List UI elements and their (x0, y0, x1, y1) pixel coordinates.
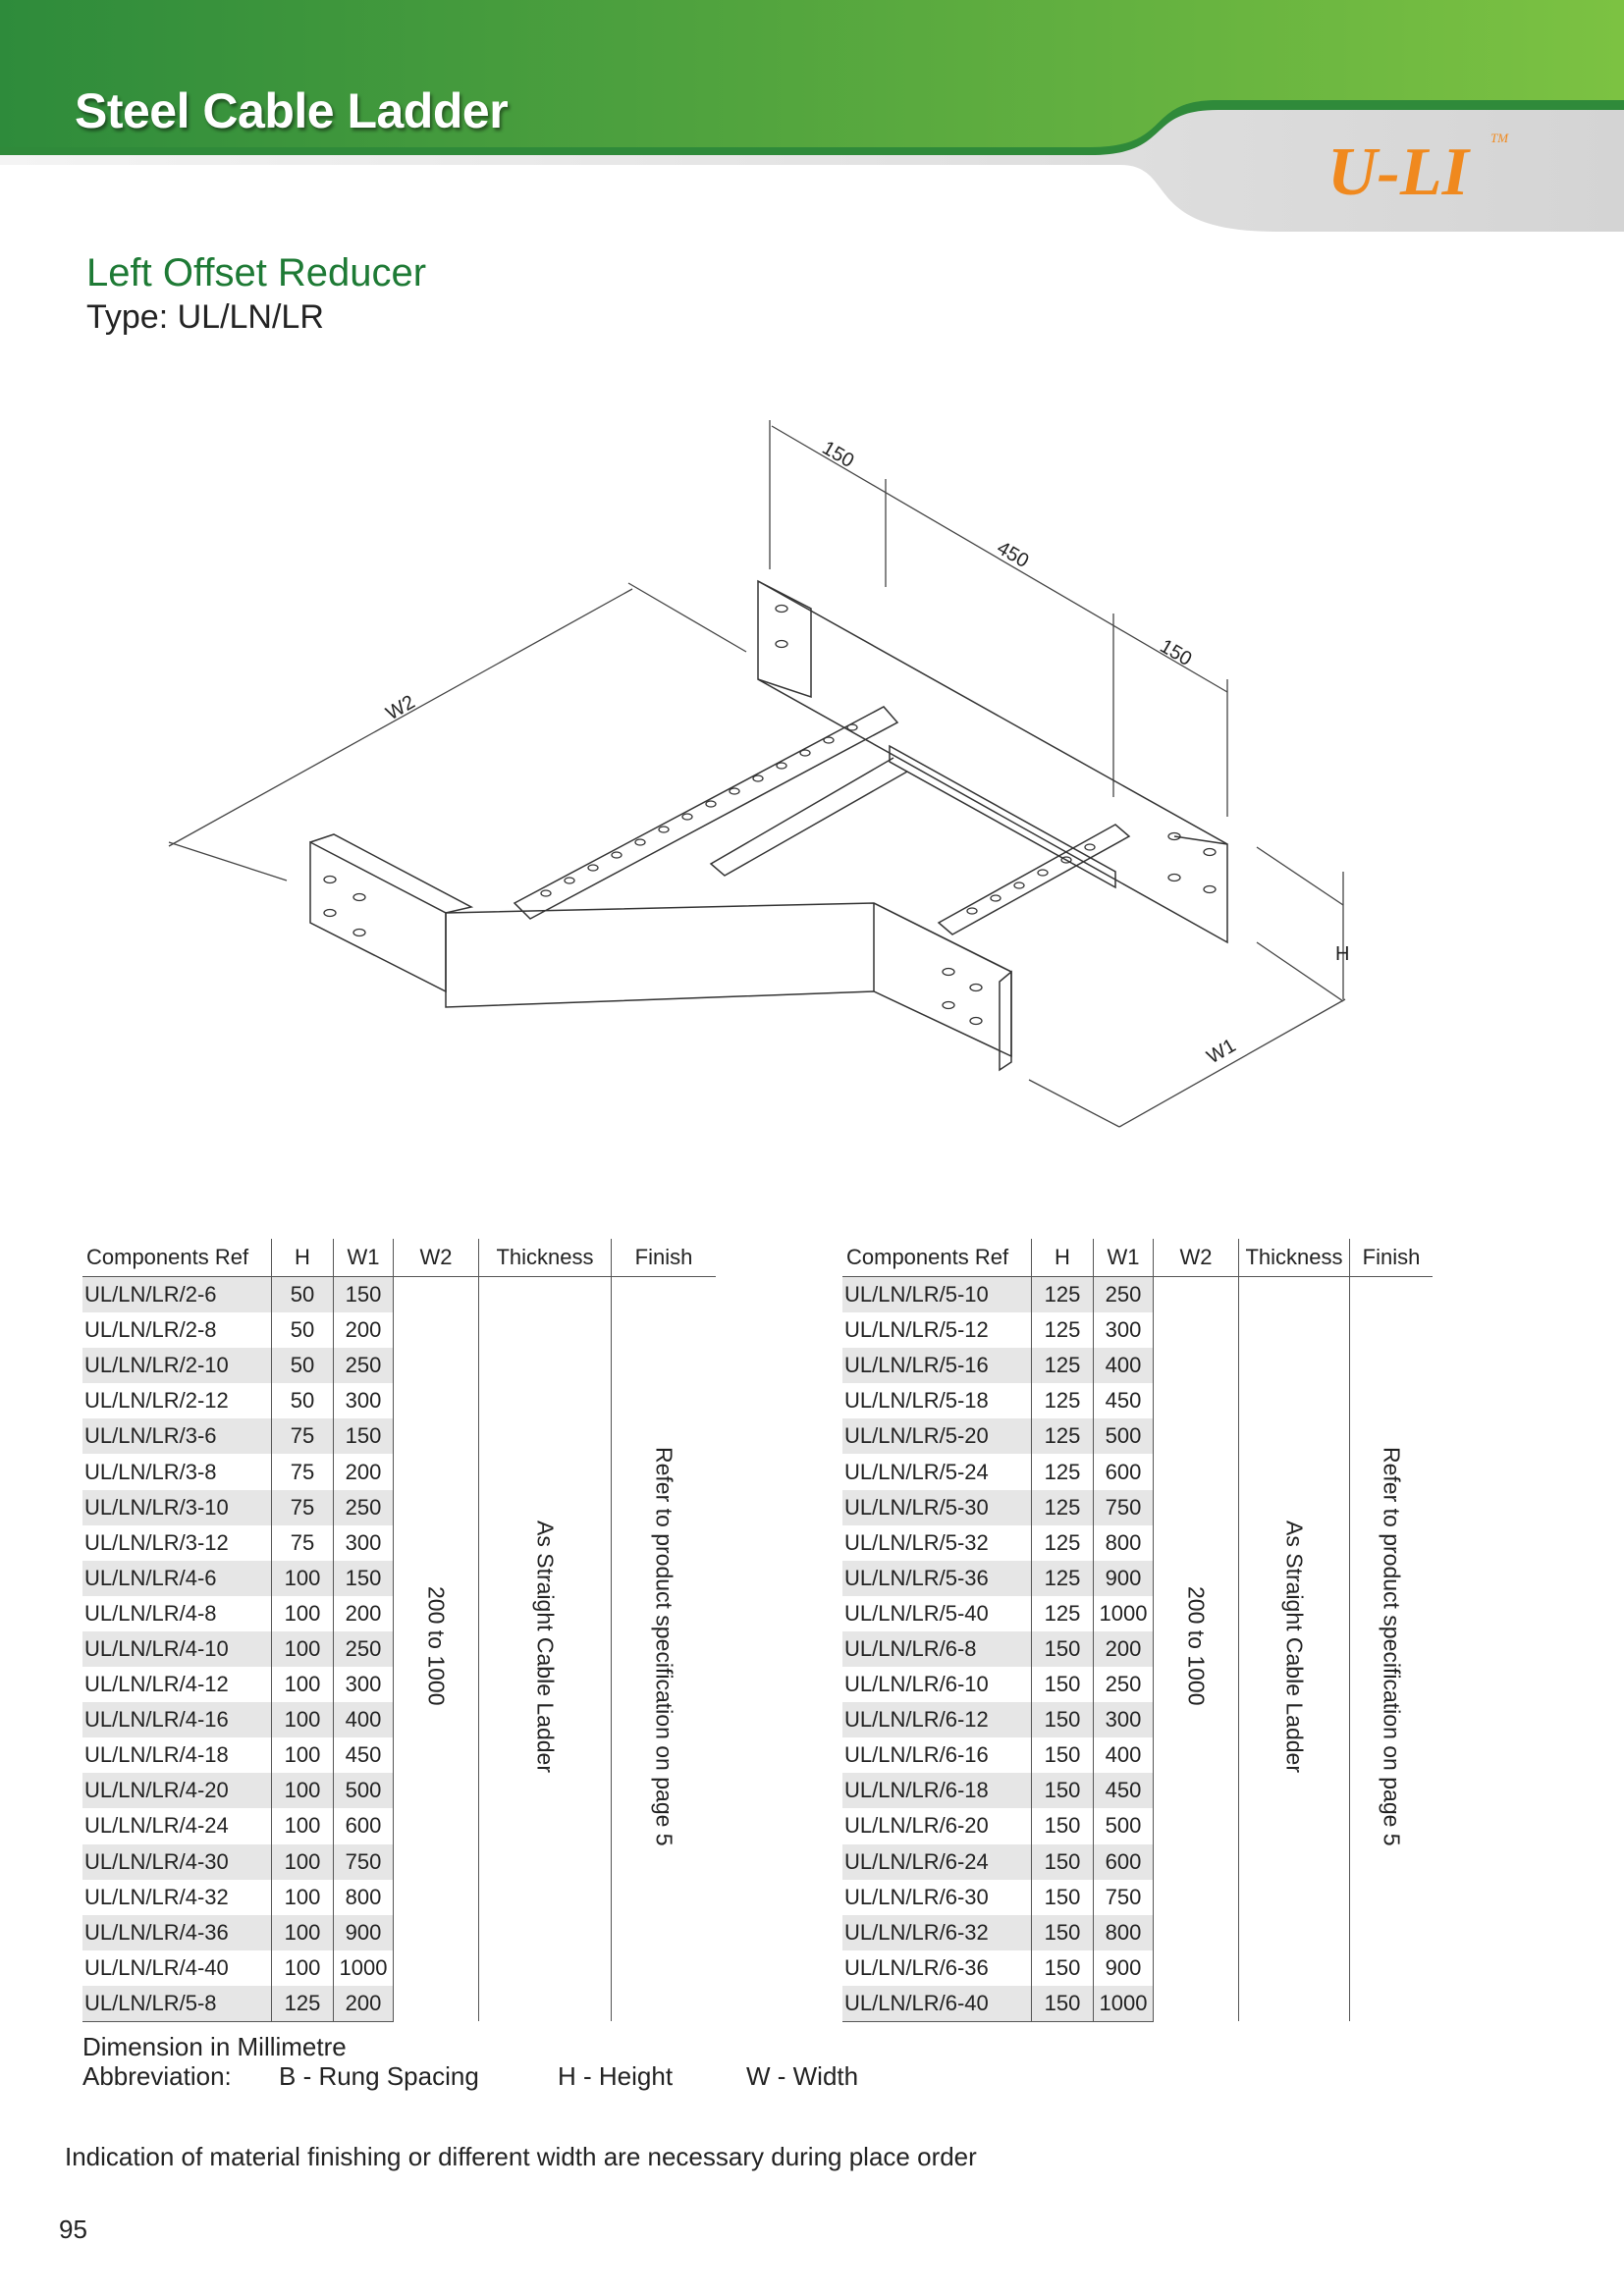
cell-height: 125 (1032, 1348, 1094, 1383)
cell-height: 150 (1032, 1880, 1094, 1915)
col-header-w2: W2 (1154, 1239, 1239, 1277)
cell-component-ref: UL/LN/LR/4-32 (84, 1884, 229, 1909)
cell-height: 100 (272, 1808, 334, 1843)
cell-component-ref: UL/LN/LR/4-30 (82, 1844, 272, 1880)
cell-height: 125 (1032, 1490, 1094, 1525)
cell-width-w1: 450 (334, 1737, 394, 1773)
cell-component-ref: UL/LN/LR/6-18 (842, 1773, 1032, 1808)
cell-height: 150 (1032, 1773, 1094, 1808)
cell-width-w1: 750 (1094, 1880, 1154, 1915)
cell-finish (612, 1277, 717, 2022)
page-number: 95 (59, 2215, 87, 2244)
cell-component-ref: UL/LN/LR/6-40 (842, 1986, 1032, 2022)
cell-component-ref: UL/LN/LR/4-12 (84, 1672, 229, 1697)
offset-reducer-drawing (157, 393, 1394, 1178)
cell-height: 75 (272, 1525, 334, 1561)
cell-height: 50 (272, 1277, 334, 1313)
cell-width-w1: 1000 (1094, 1986, 1154, 2022)
cell-component-ref: UL/LN/LR/3-10 (82, 1490, 272, 1525)
cell-width-w1: 500 (1094, 1418, 1154, 1454)
dim-label-h: H (1335, 943, 1350, 965)
header-banner (0, 0, 1624, 236)
technical-drawing (157, 393, 1394, 1178)
slot-holes (324, 606, 1216, 1025)
cell-component-ref: UL/LN/LR/4-20 (82, 1773, 272, 1808)
cell-component-ref: UL/LN/LR/4-24 (84, 1813, 229, 1839)
cell-width-w1: 300 (334, 1667, 394, 1702)
cell-height: 150 (1032, 1915, 1094, 1950)
cell-thickness-text: As Straight Cable Ladder (1281, 1520, 1308, 1773)
cell-width-w1: 200 (334, 1986, 394, 2022)
left-ladder-section (310, 707, 1011, 1070)
table-row (82, 1277, 716, 1313)
cell-height: 150 (1032, 1808, 1094, 1843)
cell-component-ref: UL/LN/LR/6-24 (842, 1844, 1032, 1880)
col-header-h: H (272, 1239, 334, 1277)
cell-height: 100 (272, 1950, 334, 1986)
cell-height: 125 (272, 1986, 334, 2022)
col-header-finish: Finish (612, 1239, 717, 1277)
cell-height: 100 (272, 1596, 334, 1631)
cell-component-ref: UL/LN/LR/3-8 (84, 1459, 217, 1484)
cell-component-ref: UL/LN/LR/6-12 (842, 1702, 1032, 1737)
cell-finish-text: Refer to product specification on page 5 (1379, 1446, 1405, 1846)
cell-height: 150 (1032, 1844, 1094, 1880)
cell-width-w1: 900 (1094, 1561, 1154, 1596)
cell-width-w1: 250 (334, 1631, 394, 1667)
col-header-ref: Components Ref (82, 1239, 272, 1277)
cell-height: 125 (1032, 1418, 1094, 1454)
dim-label-top-right: 150 (1156, 635, 1196, 671)
cell-width-w1: 150 (334, 1418, 394, 1454)
cell-width-w1: 400 (334, 1702, 394, 1737)
cell-width-w1: 450 (1094, 1773, 1154, 1808)
col-header-finish: Finish (1350, 1239, 1434, 1277)
table-header-row (82, 1239, 716, 1277)
cell-component-ref: UL/LN/LR/6-36 (844, 1954, 989, 1980)
cell-component-ref: UL/LN/LR/4-18 (84, 1742, 229, 1768)
cell-w2-range-text: 200 to 1000 (423, 1586, 450, 1706)
cell-component-ref: UL/LN/LR/3-12 (84, 1529, 229, 1555)
col-header-w1: W1 (1094, 1239, 1154, 1277)
cell-height: 100 (272, 1702, 334, 1737)
cell-height: 125 (1032, 1277, 1094, 1313)
brand-logo: U-LI (1327, 134, 1469, 210)
abbreviation-b: B - Rung Spacing (279, 2061, 479, 2091)
cell-component-ref: UL/LN/LR/3-6 (82, 1418, 272, 1454)
cell-component-ref: UL/LN/LR/6-20 (844, 1813, 989, 1839)
cell-w2-range-text: 200 to 1000 (1183, 1586, 1210, 1706)
cell-finish (1350, 1277, 1434, 2022)
cell-width-w1: 1000 (334, 1950, 394, 1986)
cell-width-w1: 300 (334, 1383, 394, 1418)
cell-width-w1: 300 (334, 1525, 394, 1561)
cell-width-w1: 300 (1094, 1702, 1154, 1737)
cell-width-w1: 800 (334, 1880, 394, 1915)
col-header-ref: Components Ref (842, 1239, 1032, 1277)
cell-height: 100 (272, 1880, 334, 1915)
cell-height: 125 (1032, 1383, 1094, 1418)
cell-width-w1: 150 (334, 1561, 394, 1596)
cell-component-ref: UL/LN/LR/4-10 (82, 1631, 272, 1667)
cell-height: 125 (1032, 1525, 1094, 1561)
cell-width-w1: 1000 (1094, 1596, 1154, 1631)
cell-component-ref: UL/LN/LR/5-12 (844, 1317, 989, 1343)
spec-table-right (842, 1239, 1433, 2022)
cell-component-ref: UL/LN/LR/5-18 (844, 1388, 989, 1414)
cell-height: 75 (272, 1454, 334, 1489)
cell-width-w1: 600 (1094, 1454, 1154, 1489)
cell-width-w1: 150 (334, 1277, 394, 1313)
cell-component-ref: UL/LN/LR/5-10 (842, 1277, 1032, 1313)
cell-w2-range (1154, 1277, 1239, 2022)
cell-component-ref: UL/LN/LR/4-16 (82, 1702, 272, 1737)
cell-width-w1: 900 (334, 1915, 394, 1950)
dimension-note: Dimension in Millimetre (82, 2032, 347, 2061)
right-ladder-section (711, 581, 1227, 942)
cell-component-ref: UL/LN/LR/2-8 (84, 1317, 217, 1343)
cell-width-w1: 250 (1094, 1277, 1154, 1313)
cell-width-w1: 200 (334, 1454, 394, 1489)
cell-thickness (479, 1277, 612, 2022)
banner-title: Steel Cable Ladder (75, 83, 509, 138)
cell-height: 150 (1032, 1986, 1094, 2022)
cell-height: 100 (272, 1915, 334, 1950)
col-header-h: H (1032, 1239, 1094, 1277)
col-header-thickness: Thickness (479, 1239, 612, 1277)
cell-height: 50 (272, 1312, 334, 1348)
trademark-mark: TM (1490, 131, 1509, 145)
cell-height: 50 (272, 1383, 334, 1418)
product-type: Type: UL/LN/LR (86, 298, 324, 336)
cell-height: 100 (272, 1667, 334, 1702)
cell-width-w1: 750 (1094, 1490, 1154, 1525)
cell-height: 75 (272, 1490, 334, 1525)
cell-width-w1: 450 (1094, 1383, 1154, 1418)
cell-component-ref: UL/LN/LR/5-24 (844, 1459, 989, 1484)
cell-component-ref: UL/LN/LR/2-10 (82, 1348, 272, 1383)
cell-component-ref: UL/LN/LR/2-12 (84, 1388, 229, 1414)
cell-width-w1: 800 (1094, 1525, 1154, 1561)
cell-component-ref: UL/LN/LR/4-6 (82, 1561, 272, 1596)
cell-width-w1: 600 (334, 1808, 394, 1843)
cell-width-w1: 250 (334, 1490, 394, 1525)
cell-width-w1: 500 (334, 1773, 394, 1808)
cell-height: 150 (1032, 1667, 1094, 1702)
cell-height: 125 (1032, 1312, 1094, 1348)
cell-component-ref: UL/LN/LR/5-40 (844, 1600, 989, 1626)
cell-height: 150 (1032, 1737, 1094, 1773)
dim-label-middle: 450 (993, 537, 1033, 573)
cell-finish-text: Refer to product specification on page 5 (651, 1446, 677, 1846)
col-header-thickness: Thickness (1239, 1239, 1350, 1277)
cell-component-ref: UL/LN/LR/6-16 (844, 1742, 989, 1768)
cell-component-ref: UL/LN/LR/6-10 (844, 1672, 989, 1697)
product-title: Left Offset Reducer (86, 251, 427, 294)
cell-width-w1: 400 (1094, 1737, 1154, 1773)
cell-component-ref: UL/LN/LR/4-36 (82, 1915, 272, 1950)
cell-component-ref: UL/LN/LR/4-40 (84, 1954, 229, 1980)
abbreviation-h: H - Height (558, 2061, 674, 2091)
spec-table-left (82, 1239, 716, 2022)
table-row (842, 1277, 1433, 1313)
dim-label-top-left: 150 (818, 437, 858, 473)
cell-height: 100 (272, 1737, 334, 1773)
cell-width-w1: 300 (1094, 1312, 1154, 1348)
cell-component-ref: UL/LN/LR/2-6 (82, 1277, 272, 1313)
cell-thickness-text: As Straight Cable Ladder (532, 1520, 559, 1773)
abbreviation-label: Abbreviation: (82, 2061, 232, 2091)
cell-height: 150 (1032, 1950, 1094, 1986)
cell-height: 150 (1032, 1702, 1094, 1737)
cell-height: 75 (272, 1418, 334, 1454)
dim-label-w1: W1 (1203, 1035, 1240, 1069)
cell-component-ref: UL/LN/LR/5-36 (842, 1561, 1032, 1596)
cell-height: 100 (272, 1844, 334, 1880)
cell-component-ref: UL/LN/LR/6-8 (842, 1631, 1032, 1667)
cell-height: 125 (1032, 1454, 1094, 1489)
cell-width-w1: 750 (334, 1844, 394, 1880)
cell-component-ref: UL/LN/LR/5-30 (842, 1490, 1032, 1525)
cell-width-w1: 250 (1094, 1667, 1154, 1702)
cell-component-ref: UL/LN/LR/5-32 (844, 1529, 989, 1555)
cell-width-w1: 200 (334, 1312, 394, 1348)
cell-component-ref: UL/LN/LR/6-32 (842, 1915, 1032, 1950)
cell-height: 100 (272, 1773, 334, 1808)
cell-thickness (1239, 1277, 1350, 2022)
cell-width-w1: 800 (1094, 1915, 1154, 1950)
cell-component-ref: UL/LN/LR/5-8 (82, 1986, 272, 2022)
dim-label-w2: W2 (382, 691, 419, 725)
cell-component-ref: UL/LN/LR/4-8 (84, 1600, 217, 1626)
cell-w2-range (394, 1277, 479, 2022)
table-header-row (842, 1239, 1433, 1277)
cell-width-w1: 200 (334, 1596, 394, 1631)
cell-width-w1: 400 (1094, 1348, 1154, 1383)
cell-height: 150 (1032, 1631, 1094, 1667)
abbreviation-w: W - Width (746, 2061, 859, 2091)
cell-width-w1: 900 (1094, 1950, 1154, 1986)
cell-width-w1: 250 (334, 1348, 394, 1383)
cell-height: 125 (1032, 1561, 1094, 1596)
cell-component-ref: UL/LN/LR/6-30 (844, 1884, 989, 1909)
cell-component-ref: UL/LN/LR/5-20 (842, 1418, 1032, 1454)
order-note: Indication of material finishing or different width are necessary during place order (65, 2142, 977, 2171)
col-header-w1: W1 (334, 1239, 394, 1277)
cell-height: 100 (272, 1561, 334, 1596)
cell-height: 50 (272, 1348, 334, 1383)
cell-width-w1: 200 (1094, 1631, 1154, 1667)
cell-width-w1: 500 (1094, 1808, 1154, 1843)
cell-height: 125 (1032, 1596, 1094, 1631)
cell-width-w1: 600 (1094, 1844, 1154, 1880)
cell-height: 100 (272, 1631, 334, 1667)
cell-component-ref: UL/LN/LR/5-16 (842, 1348, 1032, 1383)
col-header-w2: W2 (394, 1239, 479, 1277)
